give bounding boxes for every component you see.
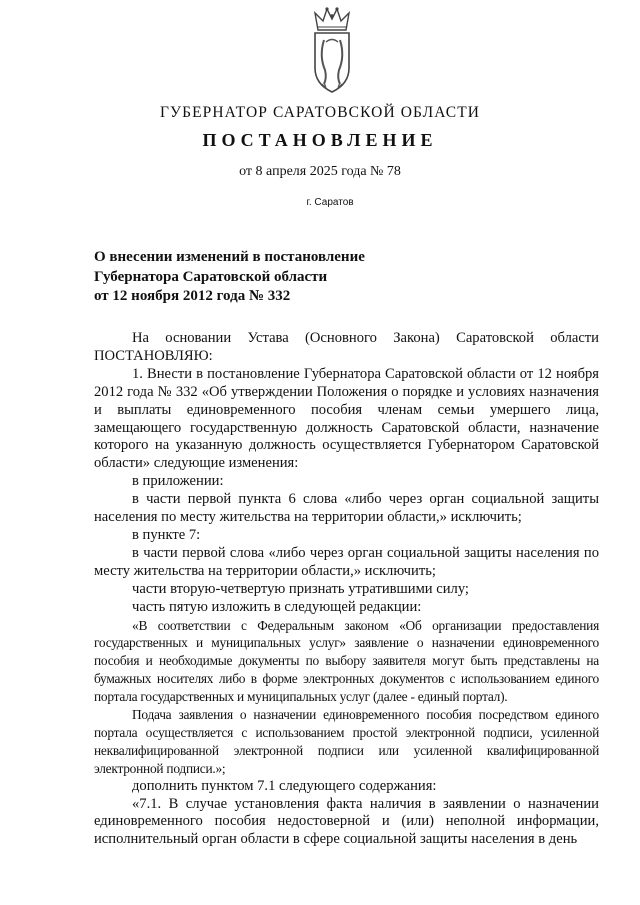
quoted-paragraph: «В соответствии с Федеральным законом «Об организации предоставления государственных и муниципальных услуг» заявление о назначении единовременного пособия и необходимые документы по выбору заявителя могут быть представлены на бумажных носителях либо в форме электронных документов с использованием единого портала государственных и муниципальных услуг (далее - единый портал). [94,617,599,705]
body-paragraph: 1. Внести в постановление Губернатора Саратовской области от 12 ноября 2012 года № 332 «Об утверждении Положения о порядке и условиях назначения и выплаты единовременного пособия членам семьи умершего лица, замещающего государственную должность Саратовской области, назначение которого на указанную должность осуществляется Губернатором Саратовской области» следующие изменения: [94,365,599,472]
body-paragraph: части вторую-четвертую признать утратившими силу; [132,580,469,597]
quoted-paragraph: Подача заявления о назначении единовременного пособия посредством единого портала осуществляется с использованием простой электронной подписи, усиленной неквалифицированной электронной подписи или усиленной квалифицированной электронной подписи.»; [94,707,599,776]
body-paragraph: «7.1. В случае установления факта наличия в заявлении о назначении единовременного пособия недостоверной и (или) неполной информации, исполнительный орган области в сфере социальной защиты населения в день [94,795,599,848]
document-title-line: Губернатора Саратовской области [94,268,328,285]
body-paragraph: в пункте 7: [132,526,201,543]
saratov-coat-of-arms-icon [302,4,362,96]
document-title-line: от 12 ноября 2012 года № 332 [94,288,291,304]
document-date-number: от 8 апреля 2025 года № 78 [239,164,401,179]
document-title-line: О внесении изменений в постановление [94,249,365,265]
document-type: ПОСТАНОВЛЕНИЕ [202,130,438,150]
document-title [94,248,514,307]
body-paragraph: в части первой пункта 6 слова «либо через орган социальной защиты населения по месту жительства на территории области,» исключить; [94,491,599,526]
body-paragraph: в части первой слова «либо через орган социальной защиты населения по месту жительства на территории области,» исключить; [94,544,599,579]
issuing-authority: ГУБЕРНАТОР САРАТОВСКОЙ ОБЛАСТИ [159,104,481,121]
issue-city: г. Саратов [306,197,354,208]
body-paragraph: дополнить пунктом 7.1 следующего содержания: [132,777,437,794]
body-paragraph: На основании Устава (Основного Закона) Саратовской области ПОСТАНОВЛЯЮ: [94,330,599,364]
body-paragraph: часть пятую изложить в следующей редакции: [132,598,422,615]
body-paragraph: в приложении: [132,473,224,490]
document-body [94,330,599,849]
